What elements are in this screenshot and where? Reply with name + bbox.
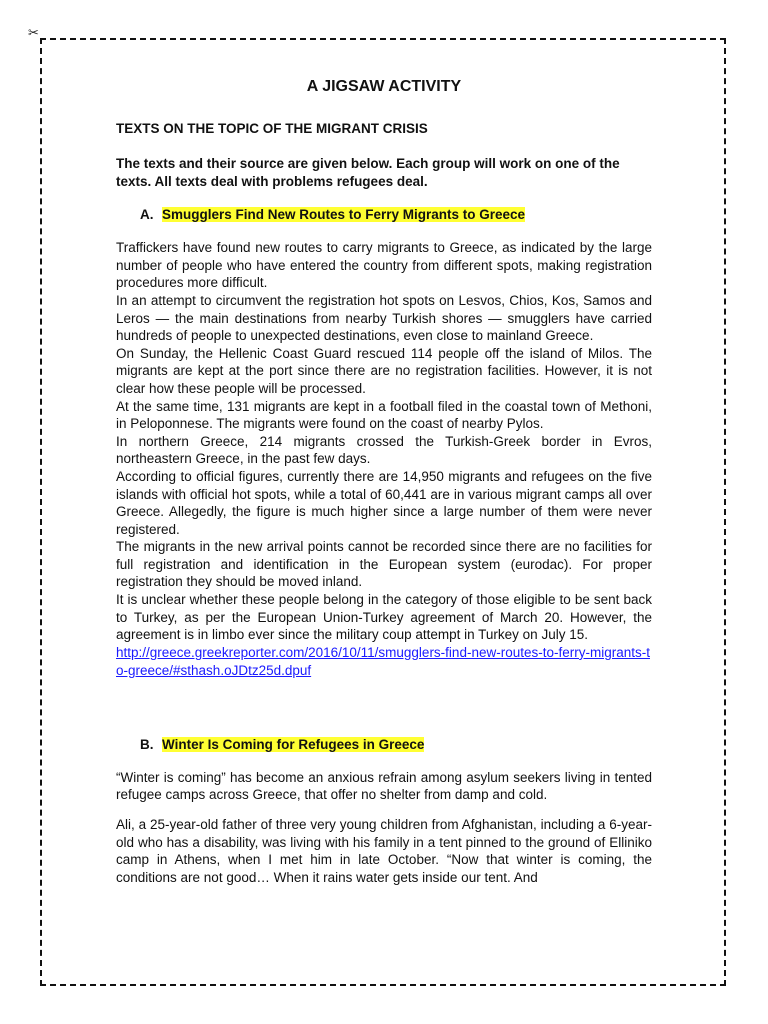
section-a-paragraph: In northern Greece, 214 migrants crossed the Turkish-Greek border in Evros, northeastern Greece, in the past few days. (116, 433, 652, 467)
section-a-paragraph: At the same time, 131 migrants are kept in a football filed in the coastal town of Methoni, in Peloponnese. The migrants were found on the coast of nearby Pylos. (116, 398, 652, 432)
section-a-paragraph: In an attempt to circumvent the registration hot spots on Lesvos, Chios, Kos, Samos and Leros — the main destinations from nearby Turkish shores — smugglers have carried hundreds of people to unexpected destinations, even close to mainland Greece. (116, 292, 652, 344)
section-a-letter: A. (140, 207, 154, 223)
section-b-heading (140, 736, 652, 753)
section-a-text (116, 239, 652, 680)
section-b-paragraph: Ali, a 25-year-old father of three very young children from Afghanistan, including a 6-year-old who has a disability, was living with his family in a tent pinned to the ground of Elliniko camp in Athens, when I met him in late October. “Now that winter is coming, the conditions are not good… When it rains water gets inside our tent. And (116, 817, 652, 885)
section-a-paragraph: It is unclear whether these people belong in the category of those eligible to be sent back to Turkey, as per the European Union-Turkey agreement of March 20. However, the agreement is in limbo ever since the military coup attempt in Turkey on July 15. (116, 592, 652, 643)
section-b-title: Winter Is Coming for Refugees in Greece (162, 736, 425, 752)
section-a-paragraph: The migrants in the new arrival points cannot be recorded since there are no facilities for full registration and identification in the European system (eurodac). For proper registration they should be moved inland. (116, 539, 652, 590)
intro-paragraph: The texts and their source are given below. Each group will work on one of the texts. All texts deal with problems refugees deal. (116, 156, 620, 189)
scissors-icon: ✂ (28, 26, 39, 41)
section-b-letter: B. (140, 736, 154, 752)
section-b-paragraph: “Winter is coming” has become an anxious refrain among asylum seekers living in tented refugee camps across Greece, that offer no shelter from damp and cold. (116, 769, 652, 803)
page-title: A JIGSAW ACTIVITY (306, 78, 462, 95)
section-a-paragraph: Traffickers have found new routes to carry migrants to Greece, as indicated by the large number of people who have entered the country from different spots, making registration procedures more difficult. (116, 240, 652, 291)
section-a-paragraph: According to official figures, currently there are 14,950 migrants and refugees on the five islands with official hot spots, while a total of 60,441 are in various migrant camps all over Greece. Allegedly, the figure is much higher since a large number of them were never registered. (116, 468, 652, 537)
section-a-title: Smugglers Find New Routes to Ferry Migrants to Greece (162, 207, 526, 223)
section-a-paragraph: On Sunday, the Hellenic Coast Guard rescued 114 people off the island of Milos. The migrants are kept at the port since there are no registration facilities. However, it is not clear how these people will be processed. (116, 345, 652, 396)
document-body (116, 76, 652, 898)
section-a-source-link[interactable]: http://greece.greekreporter.com/2016/10/11/smugglers-find-new-routes-to-ferry-migrants-to-greece/#sthash.oJDtz25d.dpuf (116, 644, 650, 678)
topic-heading: TEXTS ON THE TOPIC OF THE MIGRANT CRISIS (116, 121, 428, 136)
section-b-text (116, 769, 652, 887)
section-a-heading (140, 206, 652, 223)
